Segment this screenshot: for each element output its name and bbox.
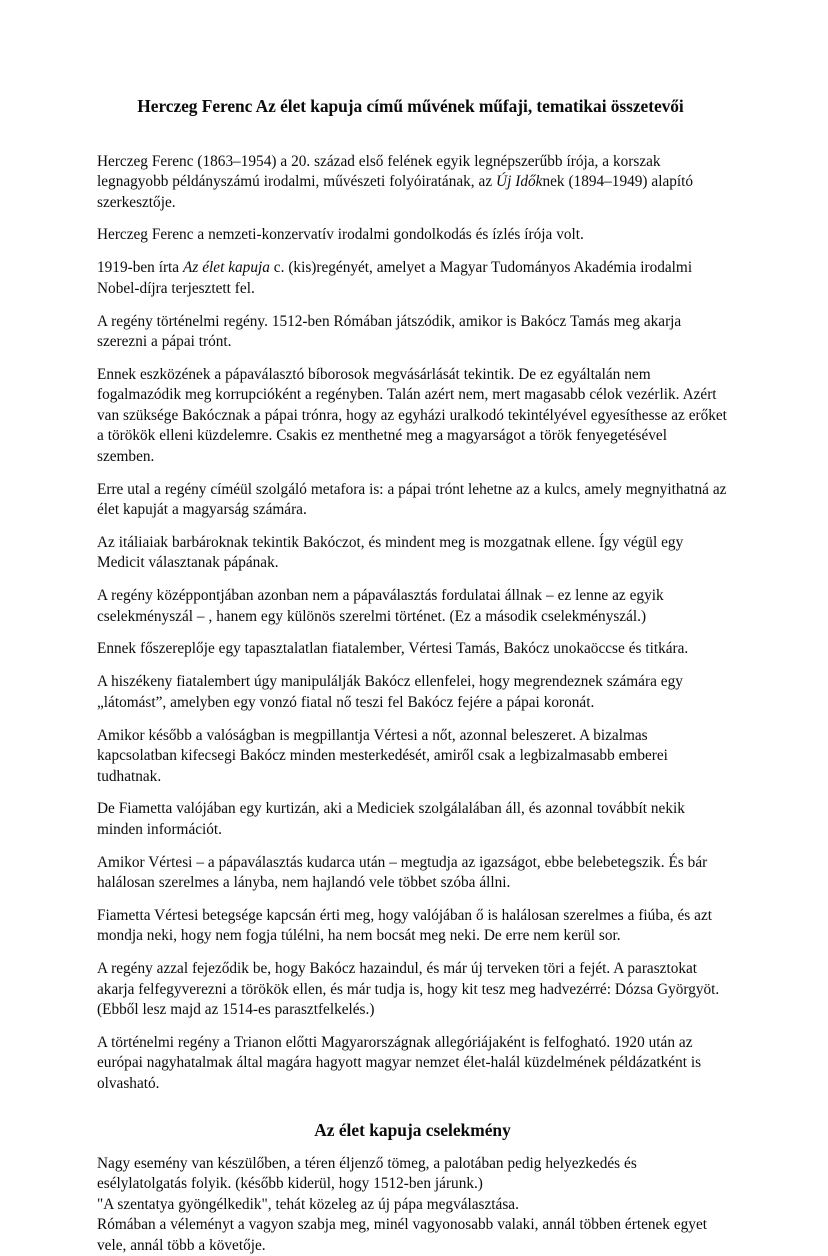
paragraph-text: Herczeg Ferenc a nemzeti-konzervatív irodalmi gondolkodás és ízlés írója volt.: [97, 226, 584, 244]
paragraph-text: A regény azzal fejeződik be, hogy Bakócz hazaindul, és már új terveken töri a fejét. A parasztokat akarja felfegyverezni a törökök ellen, és már tudja is, hogy kit tesz meg hadvezérré: Dózsa Györgyöt. (Ebből lesz majd az 1514-es parasztfelkelés.): [97, 960, 720, 1019]
paragraph-text: Amikor Vértesi – a pápaválasztás kudarca után – megtudja az igazságot, ebbe belebetegszik. És bár halálosan szerelmes a lányba, nem hajlandó vele többet szóba állni.: [97, 853, 708, 892]
paragraph-text: Fiametta Vértesi betegsége kapcsán érti meg, hogy valójában ő is halálosan szerelmes a fiúba, és azt mondja neki, hogy nem fogja túlélni, ha nem bocsát meg neki. De erre nem kerül sor.: [97, 907, 712, 945]
main-paragraph-list: [97, 152, 728, 1095]
paragraph: [97, 225, 728, 245]
section-heading: Az élet kapuja cselekmény: [314, 1120, 511, 1141]
paragraph: [97, 672, 728, 713]
paragraph: [97, 1033, 728, 1094]
paragraph: [97, 312, 728, 353]
paragraph-text: Rómában a véleményt a vagyon szabja meg, minél vagyonosabb valaki, annál többen értenek egyet vele, annál több a követője.: [97, 1216, 707, 1254]
page-title: Herczeg Ferenc Az élet kapuja című művének műfaji, tematikai összetevői: [137, 96, 684, 116]
paragraph: [97, 1154, 728, 1195]
paragraph-text: A regény történelmi regény. 1512-ben Rómában játszódik, amikor is Bakócz Tamás meg akarja szerezni a pápai trónt.: [97, 312, 682, 351]
paragraph: [97, 799, 728, 840]
document-body: [97, 152, 728, 1256]
paragraph-text: De Fiametta valójában egy kurtizán, aki a Mediciek szolgálalában áll, és azonnal továbbít nekik minden információt.: [97, 800, 685, 838]
paragraph-text: c. (kis)regényét, amelyet a Magyar Tudományos Akadémia irodalmi Nobel-díjra terjesztett fel.: [97, 259, 693, 297]
paragraph: [97, 959, 728, 1020]
paragraph: [97, 365, 728, 467]
paragraph-text: A hiszékeny fiatalembert úgy manipulálják Bakócz ellenfelei, hogy megrendeznek számára egy „látomást”, amelyben egy vonzó fiatal nő teszi fel Bakócz fejére a pápai koronát.: [97, 673, 683, 711]
paragraph: [97, 258, 728, 299]
work-title-italic: Új Idők: [496, 173, 543, 191]
paragraph-text: Nagy esemény van készülőben, a téren éljenző tömeg, a palotában pedig helyezkedés és esélylatolgatás folyik. (később kiderül, hogy 1512-ben járunk.): [97, 1155, 637, 1193]
paragraph: [97, 1195, 728, 1215]
paragraph: [97, 586, 728, 627]
paragraph: [97, 480, 728, 521]
paragraph-text: A történelmi regény a Trianon előtti Magyarországnak allegóriájaként is felfogható. 1920 után az európai nagyhatalmak által magára hagyott magyar nemzet élet-halál küzdelmének példázatként is olvasható.: [97, 1034, 702, 1092]
paragraph: [97, 639, 728, 659]
paragraph: [97, 726, 728, 787]
paragraph: [97, 853, 728, 894]
paragraph-text: Amikor később a valóságban is megpillantja Vértesi a nőt, azonnal beleszeret. A bizalmas kapcsolatban kifecsegi Bakócz minden mesterkedését, amiről csak a legbizalmasabb emberei tudhatnak.: [97, 726, 668, 785]
paragraph-text: nek (1894–1949) alapító szerkesztője.: [97, 173, 694, 211]
paragraph-text: A regény középpontjában azonban nem a pápaválasztás fordulatai állnak – ez lenne az egyik cselekményszál – , hanem egy különös szerelmi történet. (Ez a második cselekményszál.): [97, 587, 664, 625]
paragraph-text: 1919-ben írta: [97, 259, 184, 277]
paragraph-text: "A szentatya gyöngélkedik", tehát közeleg az új pápa megválasztása.: [97, 1195, 519, 1213]
paragraph-text: Ennek eszközének a pápaválasztó bíborosok megvásárlását tekintik. De ez egyáltalán nem fogalmazódik meg korrupcióként a regényben. Talán azért nem, mert magasabb célok vezérlik. Azért van szüksége Bakócznak a pápai trónra, hogy az egyházi uralkodó tekintélyével egyesíthesse az erőket a törökök elleni küzdelemre. Csakis ez menthetné meg a magyarságot a török fenyegetésével szemben.: [97, 366, 727, 465]
paragraph-text: Ennek főszereplője egy tapasztalatlan fiatalember, Vértesi Tamás, Bakócz unokaöccse és titkára.: [97, 640, 689, 658]
paragraph: [97, 906, 728, 947]
work-title-italic: Az élet kapuja: [183, 259, 270, 277]
paragraph-text: Herczeg Ferenc (1863–1954) a 20. század első felének egyik legnépszerűbb írója, a korszak legnagyobb példányszámú irodalmi, művészeti folyóiratának, az: [97, 152, 661, 191]
paragraph: [97, 1215, 728, 1256]
paragraph: [97, 533, 728, 574]
section-paragraph-list: [97, 1154, 728, 1256]
paragraph: [97, 152, 728, 213]
paragraph-text: Az itáliaiak barbároknak tekintik Bakóczot, és mindent meg is mozgatnak ellene. Így végül egy Medicit választanak pápának.: [97, 533, 684, 572]
paragraph-text: Erre utal a regény címéül szolgáló metafora is: a pápai trónt lehetne az a kulcs, amely megnyithatná az élet kapuját a magyarság számára.: [97, 480, 727, 518]
